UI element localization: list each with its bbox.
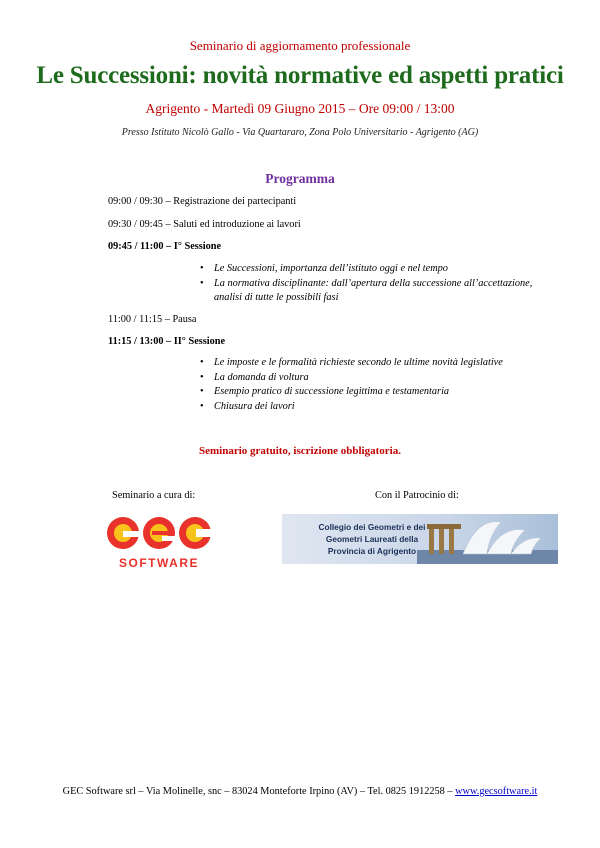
gec-subtitle: SOFTWARE xyxy=(119,556,199,570)
gec-software-logo xyxy=(104,514,214,570)
list-item: • Le Successioni, importanza dell’istituto oggi e nel tempo xyxy=(200,262,560,277)
collegio-line: Provincia di Agrigento xyxy=(327,546,417,556)
list-item: • Esempio pratico di successione legittima e testamentaria xyxy=(200,385,560,400)
event-venue: Presso Istituto Nicolò Gallo - Via Quartararo, Zona Polo Universitario - Agrigento (AG) xyxy=(121,127,479,138)
footer-contact: GEC Software srl – Via Molinelle, snc – 83024 Monteforte Irpino (AV) – Tel. 0825 1912258 – xyxy=(62,786,456,797)
collegio-line: Geometri Laureati della xyxy=(325,534,419,544)
page-title: Le Successioni: novità normative ed aspetti pratici xyxy=(36,62,564,89)
list-item: • La normativa disciplinante: dall’apertura della successione all’accettazione, analisi di tutte le possibili fasi xyxy=(200,277,560,306)
schedule-item-welcome: 09:30 / 09:45 – Saluti ed introduzione ai lavori xyxy=(108,219,301,230)
organizer-label: Seminario a cura di: xyxy=(112,490,196,501)
session-2-topics xyxy=(200,356,560,414)
list-item: • Chiusura dei lavori xyxy=(200,400,560,415)
schedule-item-registration: 09:00 / 09:30 – Registrazione dei partecipanti xyxy=(108,196,297,207)
list-item: • La domanda di voltura xyxy=(200,371,560,386)
registration-notice: Seminario gratuito, iscrizione obbligatoria. xyxy=(199,445,401,457)
list-item: • Le imposte e le formalità richieste secondo le ultime novità legislative xyxy=(200,356,560,371)
patron-label: Con il Patrocinio di: xyxy=(375,490,459,501)
schedule-item-session-1: 09:45 / 11:00 – I° Sessione xyxy=(108,241,222,252)
schedule-item-break: 11:00 / 11:15 – Pausa xyxy=(108,314,197,325)
event-dateline: Agrigento - Martedì 09 Giugno 2015 – Ore 09:00 / 13:00 xyxy=(145,101,455,116)
session-1-topics xyxy=(200,262,560,306)
collegio-geometri-logo xyxy=(282,514,558,564)
collegio-line: Collegio dei Geometri e dei xyxy=(318,522,426,532)
footer xyxy=(0,786,600,797)
program-heading: Programma xyxy=(265,171,335,186)
schedule-item-session-2: 11:15 / 13:00 – II° Sessione xyxy=(108,336,226,347)
temple-opera-house-icon xyxy=(417,514,558,564)
seminar-kicker: Seminario di aggiornamento professionale xyxy=(189,38,411,53)
website-link[interactable]: www.gecsoftware.it xyxy=(455,786,538,797)
gec-letters xyxy=(107,517,212,549)
